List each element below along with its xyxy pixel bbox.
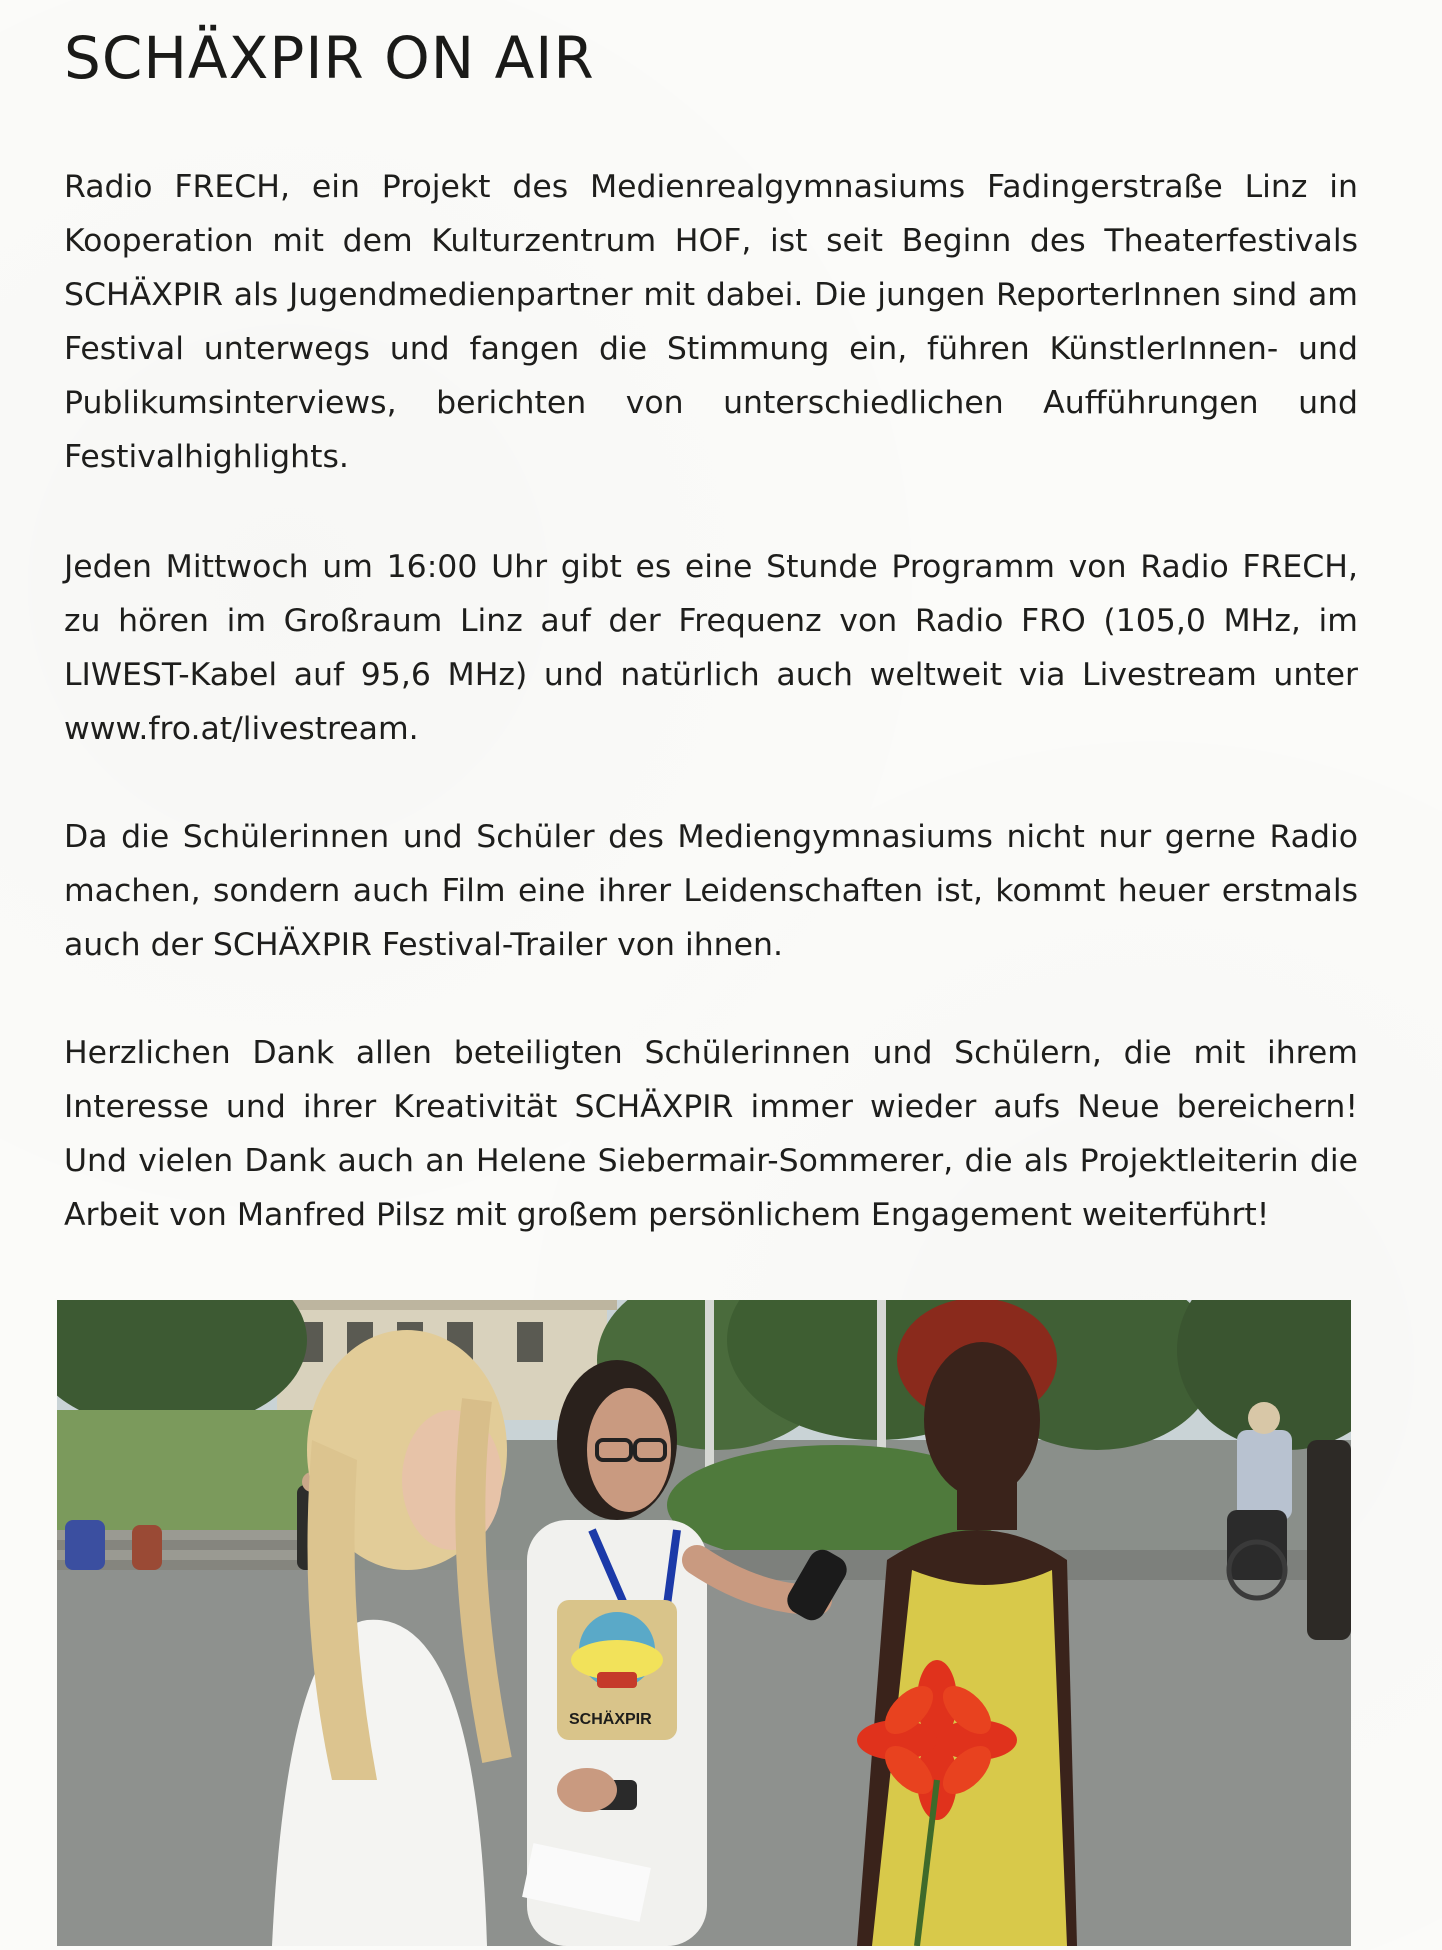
paragraph-radio-frech: Radio FRECH, ein Projekt des Medienrealgymnasiums Fadingerstraße Linz in Kooperation mit dem Kulturzentrum HOF, ist seit Beginn des Theaterfestivals SCHÄXPIR als Jugendmedienpartner mit dabei. Die jungen ReporterInnen sind am Festival unterwegs und fangen die Stimmung ein, führen KünstlerInnen- und Publikumsinterviews, berichten von unterschiedlichen Aufführungen und Festivalhighlights. [64, 169, 1358, 475]
paragraph-festival-trailer: Da die Schülerinnen und Schüler des Mediengymnasiums nicht nur gerne Radio machen, sondern auch Film eine ihrer Leidenschaften ist, kommt heuer erstmals auch der SCHÄXPIR Festival-Trailer von ihnen. [64, 819, 1358, 963]
page-title: SCHÄXPIR ON AIR [64, 24, 595, 92]
shirt-print-text: SCHÄXPIR [569, 1711, 652, 1728]
paragraph-broadcast-schedule: Jeden Mittwoch um 16:00 Uhr gibt es eine Stunde Programm von Radio FRECH, zu hören im Großraum Linz auf der Frequenz von Radio FRO (105,0 MHz, im LIWEST-Kabel auf 95,6 MHz) und natürlich auch weltweit via Livestream unter www.fro.at/livestream. [64, 549, 1358, 747]
interview-photo [57, 1300, 1351, 1946]
paragraph-thanks: Herzlichen Dank allen beteiligten Schülerinnen und Schülern, die mit ihrem Interesse und ihrer Kreativität SCHÄXPIR immer wieder aufs Neue bereichern! Und vielen Dank auch an Helene Siebermair-Sommerer, die als Projektleiterin die Arbeit von Manfred Pilsz mit großem persönlichem Engagement weiterführt! [64, 1035, 1358, 1233]
